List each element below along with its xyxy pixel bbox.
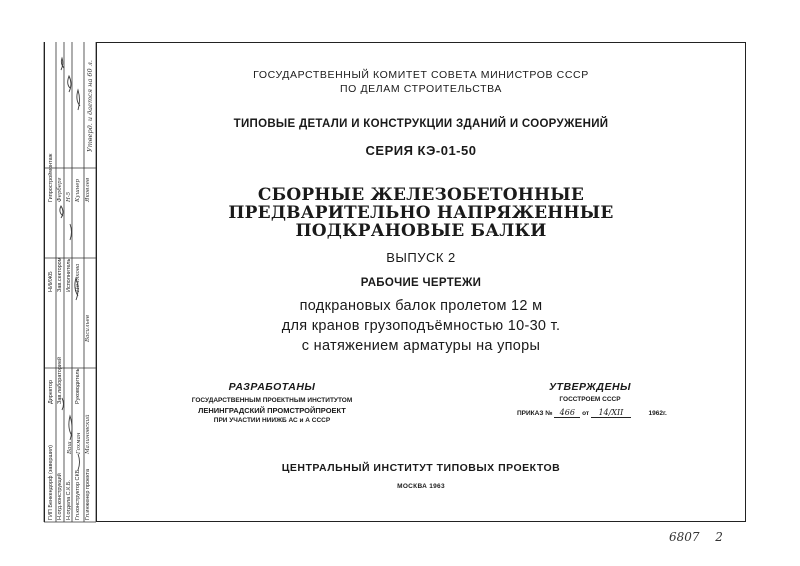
- approval-stamp: [44, 42, 96, 522]
- stamp-handwritten-note: Утверд. и дается на 60 л.: [86, 60, 94, 152]
- order-date: 14/XII: [591, 408, 631, 418]
- stamp-name: Малиновский: [85, 414, 91, 454]
- issue-number: ВЫПУСК 2: [386, 250, 456, 265]
- developed-line-3: ПРИ УЧАСТИИ НИИЖБ АС и А СССР: [213, 417, 331, 424]
- description-line-2: для кранов грузоподъёмностью 10-30 т.: [281, 318, 561, 334]
- drawings-label: РАБОЧИЕ ЧЕРТЕЖИ: [360, 277, 482, 289]
- stamp-role: Зав.сектором: [57, 257, 63, 292]
- stamp-name: Васильев: [85, 315, 91, 342]
- approved-org: ГОССТРОЕМ СССР: [559, 396, 621, 403]
- main-title-line-1: СБОРНЫЕ ЖЕЛЕЗОБЕТОННЫЕ: [257, 185, 585, 205]
- main-title: [96, 186, 746, 240]
- approved-heading: УТВЕРЖДЕНЫ: [548, 381, 632, 393]
- stamp-column-label: Гипростроймонтаж: [48, 153, 54, 202]
- stamp-role: Н.отд.конструкций: [57, 473, 63, 520]
- main-title-line-2: ПРЕДВАРИТЕЛЬНО НАПРЯЖЕННЫЕ: [228, 203, 614, 223]
- sheet-number-value: 6807: [669, 530, 700, 544]
- main-title-line-3: ПОДКРАНОВЫЕ БАЛКИ: [295, 221, 547, 241]
- stamp-sign-note: Ферберг: [57, 177, 63, 202]
- stamp-name: Ваш: [67, 441, 73, 454]
- stamp-name: Полякова: [75, 263, 81, 292]
- stamp-sign-note: Кушнер: [75, 178, 81, 202]
- order-label: ПРИКАЗ №: [517, 410, 553, 417]
- order-year: 1962г.: [648, 410, 667, 417]
- developed-line-1: ГОСУДАРСТВЕННЫМ ПРОЕКТНЫМ ИНСТИТУТОМ: [191, 397, 353, 404]
- stamp-column-label: НИИЖБ: [48, 271, 54, 292]
- stamp-role: Директор: [48, 380, 54, 404]
- publication-city: МОСКВА 1963: [397, 483, 445, 490]
- series-code: СЕРИЯ КЭ-01-50: [365, 143, 477, 158]
- developed-heading: РАЗРАБОТАНЫ: [228, 381, 316, 393]
- stamp-role: Руководитель: [75, 368, 81, 404]
- approval-order: [517, 408, 667, 418]
- approved-by: [500, 381, 680, 403]
- stamp-role: ГИП Бенкендорф (завершил): [48, 445, 54, 520]
- sheet-index: 2: [715, 530, 723, 544]
- order-number: 466: [554, 408, 580, 418]
- description: [96, 296, 746, 356]
- stamp-role: Исполнитель: [66, 258, 72, 292]
- committee-header: [96, 68, 746, 96]
- sheet-number: [669, 530, 723, 544]
- developed-line-2: ЛЕНИНГРАДСКИЙ ПРОМСТРОЙПРОЕКТ: [198, 406, 346, 415]
- description-line-3: с натяжением арматуры на упоры: [301, 338, 541, 354]
- stamp-role: Гл.инженер проекта: [85, 468, 91, 520]
- committee-line-2: ПО ДЕЛАМ СТРОИТЕЛЬСТВА: [340, 83, 502, 95]
- committee-line-1: ГОСУДАРСТВЕННЫЙ КОМИТЕТ СОВЕТА МИНИСТРОВ СССР: [253, 69, 589, 81]
- institute-name: ЦЕНТРАЛЬНЫЙ ИНСТИТУТ ТИПОВЫХ ПРОЕКТОВ: [281, 462, 561, 474]
- stamp-sign-note: Н-5: [66, 191, 72, 202]
- stamp-role: Гл.конструктор СКБ: [75, 469, 81, 520]
- developed-by: [172, 381, 372, 426]
- description-line-1: подкрановых балок пролетом 12 м: [299, 298, 543, 314]
- stamp-sign-note: Яковлев: [85, 177, 91, 202]
- stamp-role: Зав.лабораторией: [57, 356, 63, 404]
- series-title: ТИПОВЫЕ ДЕТАЛИ И КОНСТРУКЦИИ ЗДАНИЙ И СООРУЖЕНИЙ: [233, 118, 609, 130]
- order-date-label: от: [582, 410, 590, 417]
- stamp-role: Н.отдела С.К.Б.: [66, 479, 72, 520]
- stamp-name: Гохман: [76, 432, 82, 454]
